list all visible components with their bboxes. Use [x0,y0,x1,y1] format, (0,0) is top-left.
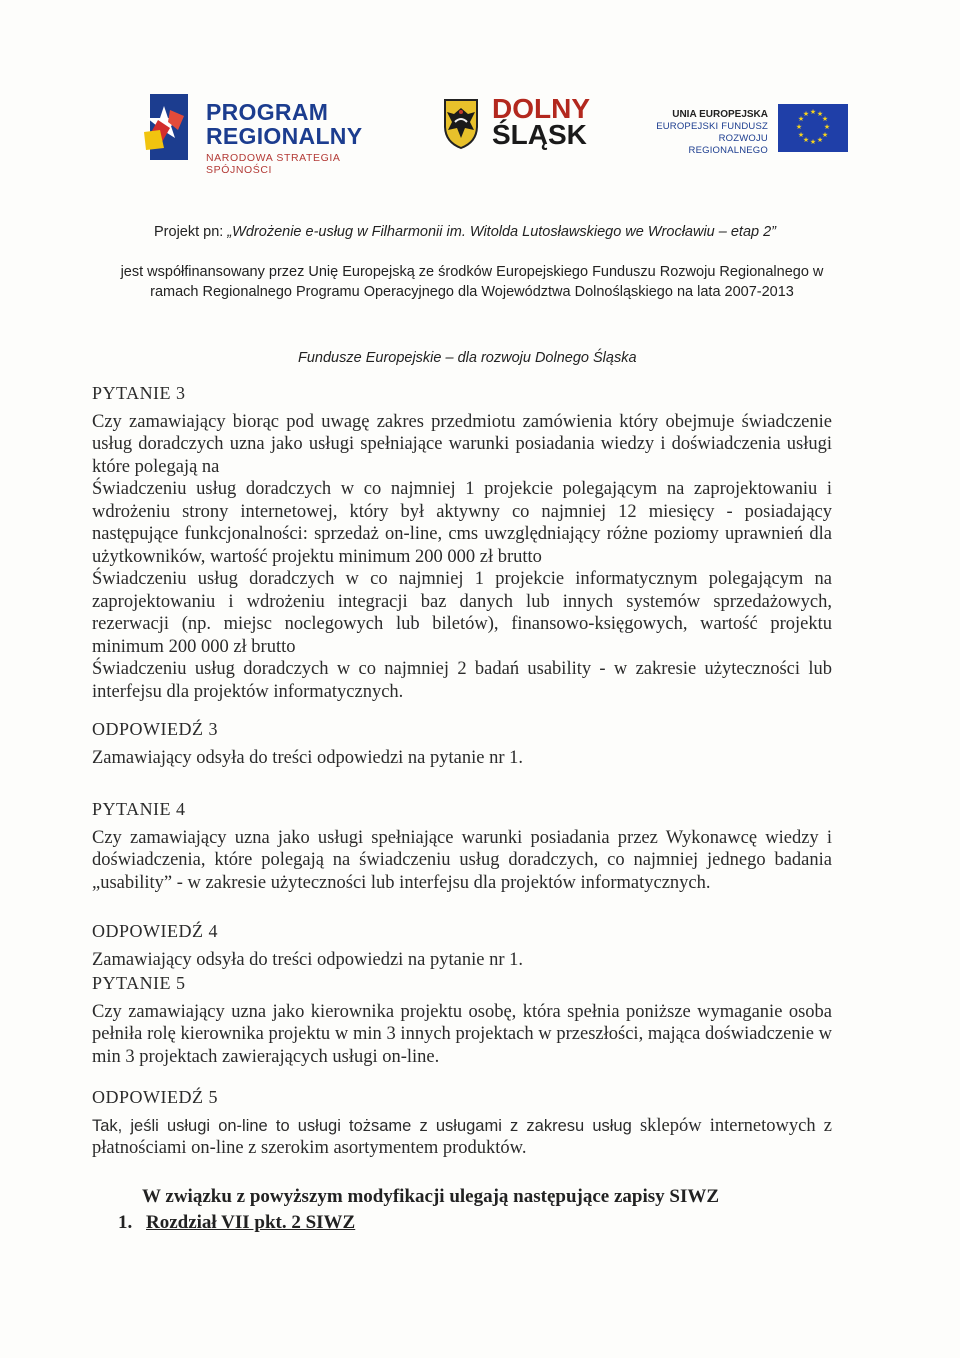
project-title [154,224,776,240]
svg-text:★: ★ [802,136,810,144]
modification-statement: W związku z powyższym modyfikacji ulegają następujące zapisy SIWZ [142,1186,720,1207]
eu-funds-motto: Fundusze Europejskie – dla rozwoju Dolnego Śląska [298,350,637,366]
program-title-line1: PROGRAM [206,99,329,125]
dolny-slask-logo [442,93,612,162]
question-3-item-2: Świadczeniu usług doradczych w co najmniej 1 projekcie informatycznym polegającym na zaprojektowaniu i wdrożeniu integracji baz danych lub innych systemów sprzedażowych, rezerwacji (np. miejsc noclegowych lub biletów), finansowo-księgowych, wartość projektu minimum 200 000 zł brutto [92,569,832,657]
eu-flag-icon [778,104,848,152]
answer-4-heading: ODPOWIEDŹ 4 [92,921,218,941]
svg-text:★: ★ [809,108,817,116]
svg-text:★: ★ [821,115,829,123]
question-3-item-3: Świadczeniu usług doradczych w co najmniej 2 badań usability - w zakresie użyteczności lub interfejsu dla projektów informatycznych. [92,659,832,702]
program-title-line2: REGIONALNY [206,123,363,149]
svg-text:★: ★ [809,138,817,146]
question-3-intro: Czy zamawiający biorąc pod uwagę zakres przedmiotu zamówienia który obejmuje świadczenie usług doradczych uzna jako usługi spełniające warunki posiadania wiedzy i doświadczenia usługi które polegają na [92,411,832,477]
answer-3-text: Zamawiający odsyła do treści odpowiedzi na pytanie nr 1. [92,747,524,768]
modification-item-label: Rozdział VII pkt. 2 SIWZ [146,1212,356,1233]
svg-text:★: ★ [797,131,805,139]
svg-text:★: ★ [816,136,824,144]
eu-name: UNIA EUROPEJSKA [672,109,768,120]
answer-3 [92,718,832,769]
svg-text:★: ★ [802,110,810,118]
answer-5 [92,1086,832,1160]
question-4-heading: PYTANIE 4 [92,799,186,819]
eu-logo [640,104,852,154]
eu-fund-line2: ROZWOJU REGIONALNEGO [688,133,768,156]
svg-text:★: ★ [797,115,805,123]
cofinancing-line2: ramach Regionalnego Programu Operacyjnego dla Województwa Dolnośląskiego na lata 2007-2013 [150,284,794,300]
question-5-heading: PYTANIE 5 [92,973,186,993]
svg-text:★: ★ [795,123,803,131]
svg-text:★: ★ [816,110,824,118]
eagle-crest-icon [442,96,480,150]
region-name-line2: ŚLĄSK [492,119,587,150]
modification-item-1 [118,1212,355,1234]
answer-4 [92,920,832,971]
header-logos [0,88,960,176]
program-regionalny-star-icon [140,90,190,164]
answer-4-text: Zamawiający odsyła do treści odpowiedzi na pytanie nr 1. [92,949,524,970]
svg-text:★: ★ [821,131,829,139]
program-regionalny-logo [140,88,400,176]
region-name-line1: DOLNY [492,93,590,124]
program-subtitle: NARODOWA STRATEGIA SPÓJNOŚCI [206,152,340,176]
answer-5-heading: ODPOWIEDŹ 5 [92,1087,218,1107]
question-3-item-1: Świadczeniu usług doradczych w co najmniej 1 projekcie polegającym na zaprojektowaniu i wdrożeniu strony internetowej, który był aktywny co najmniej 12 miesięcy - posiadający następujące funkcjonalności: sprzedaż on-line, cms uwzględniający różne poziomy uprawnień dla użytkowników, wartość projektu minimum 200 000 zł brutto [92,479,832,567]
question-3-heading: PYTANIE 3 [92,383,186,403]
answer-5-text-part1: Tak, jeśli usługi on-line to usługi tożsame z usługami z zakresu usług [92,1116,632,1135]
answer-3-heading: ODPOWIEDŹ 3 [92,719,218,739]
question-4 [92,798,832,894]
question-4-text: Czy zamawiający uzna jako usługi spełniające warunki posiadania przez Wykonawcę wiedzy i doświadczenia, które polegają na świadczeniu usług doradczych, co najmniej jednego badania „usability” - w zakresie użyteczności lub interfejsu dla projektów informatycznych. [92,827,832,893]
modification-item-number: 1. [118,1212,133,1233]
project-name: „Wdrożenie e-usług w Filharmonii im. Witolda Lutosławskiego we Wrocławiu – etap 2” [227,224,777,240]
svg-text:★: ★ [823,123,831,131]
answer-5-text-part2: sklepów internetowych z płatnościami on-line z szerokim asortymentem produktów. [92,1115,832,1158]
project-label: Projekt pn: [154,224,228,240]
question-5 [92,972,832,1068]
eu-fund-line1: EUROPEJSKI FUNDUSZ [656,121,768,132]
question-3 [92,382,832,703]
cofinancing-line1: jest współfinansowany przez Unię Europejską ze środków Europejskiego Funduszu Rozwoju Regionalnego w [120,264,824,280]
question-5-text: Czy zamawiający uzna jako kierownika projektu osobę, która spełnia poniższe wymaganie osoba pełniła rolę kierownika projektu w min 3 innych projektach w przeszłości, mająca doświadczenie w min 3 projektach zawierających usługi on-line. [92,1001,832,1067]
